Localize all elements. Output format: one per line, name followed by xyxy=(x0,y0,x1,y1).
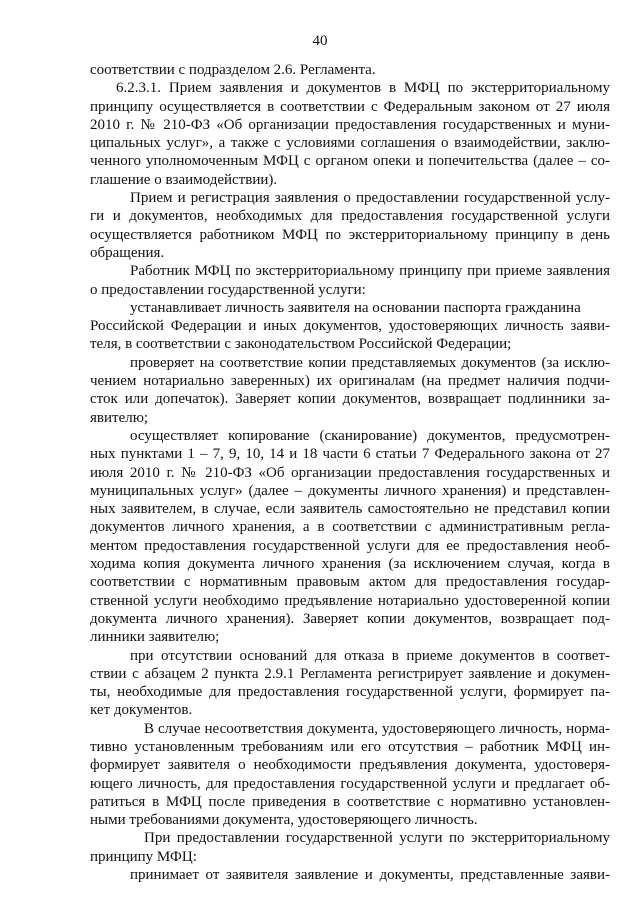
text-line: 6.2.3.1. Прием заявления и документов в МФЦ по экстерриториальному xyxy=(116,80,610,97)
text-line: документа личного хранения). Заверяет копии документов, возвращает под- xyxy=(90,610,610,627)
document-body xyxy=(90,61,610,884)
text-line: ходима копия документа личного хранения (за исключением случая, когда в xyxy=(90,556,610,573)
text-line: В случае несоответствия документа, удостоверяющего личность, норма- xyxy=(144,720,610,737)
text-line: обращения. xyxy=(90,244,165,261)
text-line: явителю; xyxy=(90,409,149,426)
text-line: осуществляется работником МФЦ по экстерриториальному принципу в день xyxy=(90,226,610,243)
text-line: 2010 г. № 210-ФЗ «Об организации предоставления государственных и муни- xyxy=(90,116,610,133)
text-line: осуществляет копирование (сканирование) документов, предусмотрен- xyxy=(130,427,610,444)
text-line: теля, в соответствии с законодательством Российской Федерации; xyxy=(90,336,512,353)
text-line: ных заявителем, в случае, если заявитель самостоятельно не представил копии xyxy=(90,501,610,518)
text-line: ченного уполномоченным МФЦ с органом опеки и попечительства (далее – со- xyxy=(90,153,610,170)
text-line: при отсутствии оснований для отказа в приеме документов в соответ- xyxy=(130,647,610,664)
text-line: устанавливает личность заявителя на основании паспорта гражданина xyxy=(130,299,581,316)
text-line: ты, необходимые для предоставления государственной услуги, формирует па- xyxy=(90,684,610,701)
text-line: ствии с абзацем 2 пункта 2.9.1 Регламента регистрирует заявление и докумен- xyxy=(90,665,610,682)
text-line: ственной услуги необходимо предъявление нотариально удостоверенной копии xyxy=(90,592,610,609)
text-line: формирует заявителя о необходимости предъявления документа, удостоверя- xyxy=(90,757,610,774)
text-line: глашение о взаимодействии). xyxy=(90,171,278,188)
text-line: тивно установленным требованиям или его отсутствия – работник МФЦ ин- xyxy=(90,738,610,755)
text-line: ными требованиями документа, удостоверяющего личность. xyxy=(90,812,478,829)
text-line: ных пунктами 1 – 7, 9, 10, 14 и 18 части 6 статьи 7 Федерального закона от 27 xyxy=(90,446,610,463)
text-line: ющего личность, для предоставления государственной услуги и предлагает об- xyxy=(90,775,610,792)
text-line: принимает от заявителя заявление и документы, представленные заяви- xyxy=(130,867,610,884)
text-line: ратиться в МФЦ после приведения в соответствие с нормативно установлен- xyxy=(90,793,610,810)
text-line: кет документов. xyxy=(90,702,193,719)
text-line: ципальных услуг», а также с условиями соглашения о взаимодействии, заклю- xyxy=(90,135,610,152)
text-line: Прием и регистрация заявления о предоставлении государственной услу- xyxy=(130,190,610,207)
text-line: муниципальных услуг» (далее – документы личного хранения) и представлен- xyxy=(90,482,610,499)
text-line: принципу МФЦ: xyxy=(90,848,197,865)
text-line: соответствии с подразделом 2.6. Регламента. xyxy=(90,62,376,78)
text-line: Работник МФЦ по экстерриториальному принципу при приеме заявления xyxy=(130,263,610,280)
text-line: сток или допечаток). Заверяет копии документов, возвращает подлинники за- xyxy=(90,391,610,408)
text-line: ментом предоставления государственной услуги для ее предоставления необ- xyxy=(90,537,610,554)
text-line: июля 2010 г. № 210-ФЗ «Об организации предоставления государственных и xyxy=(90,464,610,481)
text-line: документов личного хранения, а в соответствии с административным регла- xyxy=(90,519,610,536)
text-line: При предоставлении государственной услуги по экстерриториальному xyxy=(144,830,610,847)
text-line: соответствии с нормативным правовым актом для предоставления государ- xyxy=(90,574,610,591)
text-line: принципу осуществляется в соответствии с Федеральным законом от 27 июля xyxy=(90,98,610,115)
text-line: ги и документов, необходимых для предоставления государственной услуги xyxy=(90,208,610,225)
text-line: чением нотариально заверенных) их оригиналам (на предмет наличия подчи- xyxy=(90,373,610,390)
text-line: проверяет на соответствие копии представляемых документов (за исклю- xyxy=(130,354,610,371)
text-line: о предоставлении государственной услуги: xyxy=(90,281,366,298)
text-line: Российской Федерации и иных документов, удостоверяющих личность заяви- xyxy=(90,318,610,335)
page-number: 40 xyxy=(312,33,328,49)
text-line: линники заявителю; xyxy=(90,629,220,646)
